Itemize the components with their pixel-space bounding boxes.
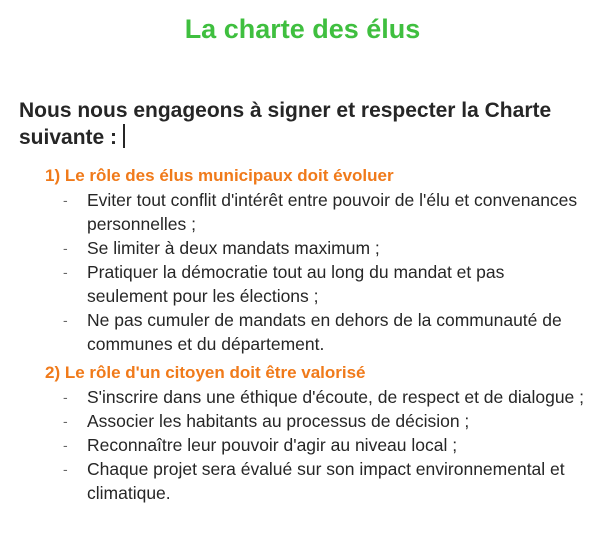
list-item-text: Ne pas cumuler de mandats en dehors de la communauté de communes et du département. [87,310,562,354]
list-item [63,188,585,236]
intro-text-box[interactable] [19,97,579,151]
dash-marker: - [63,461,68,477]
list-item [63,236,585,260]
dash-marker: - [63,389,68,405]
list-item-text: Associer les habitants au processus de décision ; [87,411,470,431]
list-item [63,385,585,409]
list-item [63,457,585,505]
page-title: La charte des élus [184,14,421,44]
text-cursor [123,124,125,148]
dash-marker: - [63,192,68,208]
list-item-text: Pratiquer la démocratie tout au long du mandat et pas seulement pour les élections ; [87,262,505,306]
dash-marker: - [63,264,68,280]
dash-marker: - [63,240,68,256]
dash-marker: - [63,413,68,429]
list-item-text: Reconnaître leur pouvoir d'agir au niveau local ; [87,435,458,455]
bullet-list [45,385,585,505]
intro-text: Nous nous engageons à signer et respecter la Charte suivante : [19,99,552,149]
list-item-text: Chaque projet sera évalué sur son impact environnemental et climatique. [87,459,565,503]
list-item-text: S'inscrire dans une éthique d'écoute, de respect et de dialogue ; [87,387,585,407]
section-2 [45,360,585,505]
list-item [63,433,585,457]
list-item [63,409,585,433]
section-heading: 2) Le rôle d'un citoyen doit être valorisé [45,363,366,382]
dash-marker: - [63,312,68,328]
list-item [63,260,585,308]
dash-marker: - [63,437,68,453]
section-1 [45,163,585,356]
list-item-text: Eviter tout conflit d'intérêt entre pouvoir de l'élu et convenances personnelles ; [87,190,578,234]
bullet-list [45,188,585,356]
charter-sections [45,163,585,509]
section-heading: 1) Le rôle des élus municipaux doit évoluer [45,166,394,185]
list-item [63,308,585,356]
list-item-text: Se limiter à deux mandats maximum ; [87,238,380,258]
